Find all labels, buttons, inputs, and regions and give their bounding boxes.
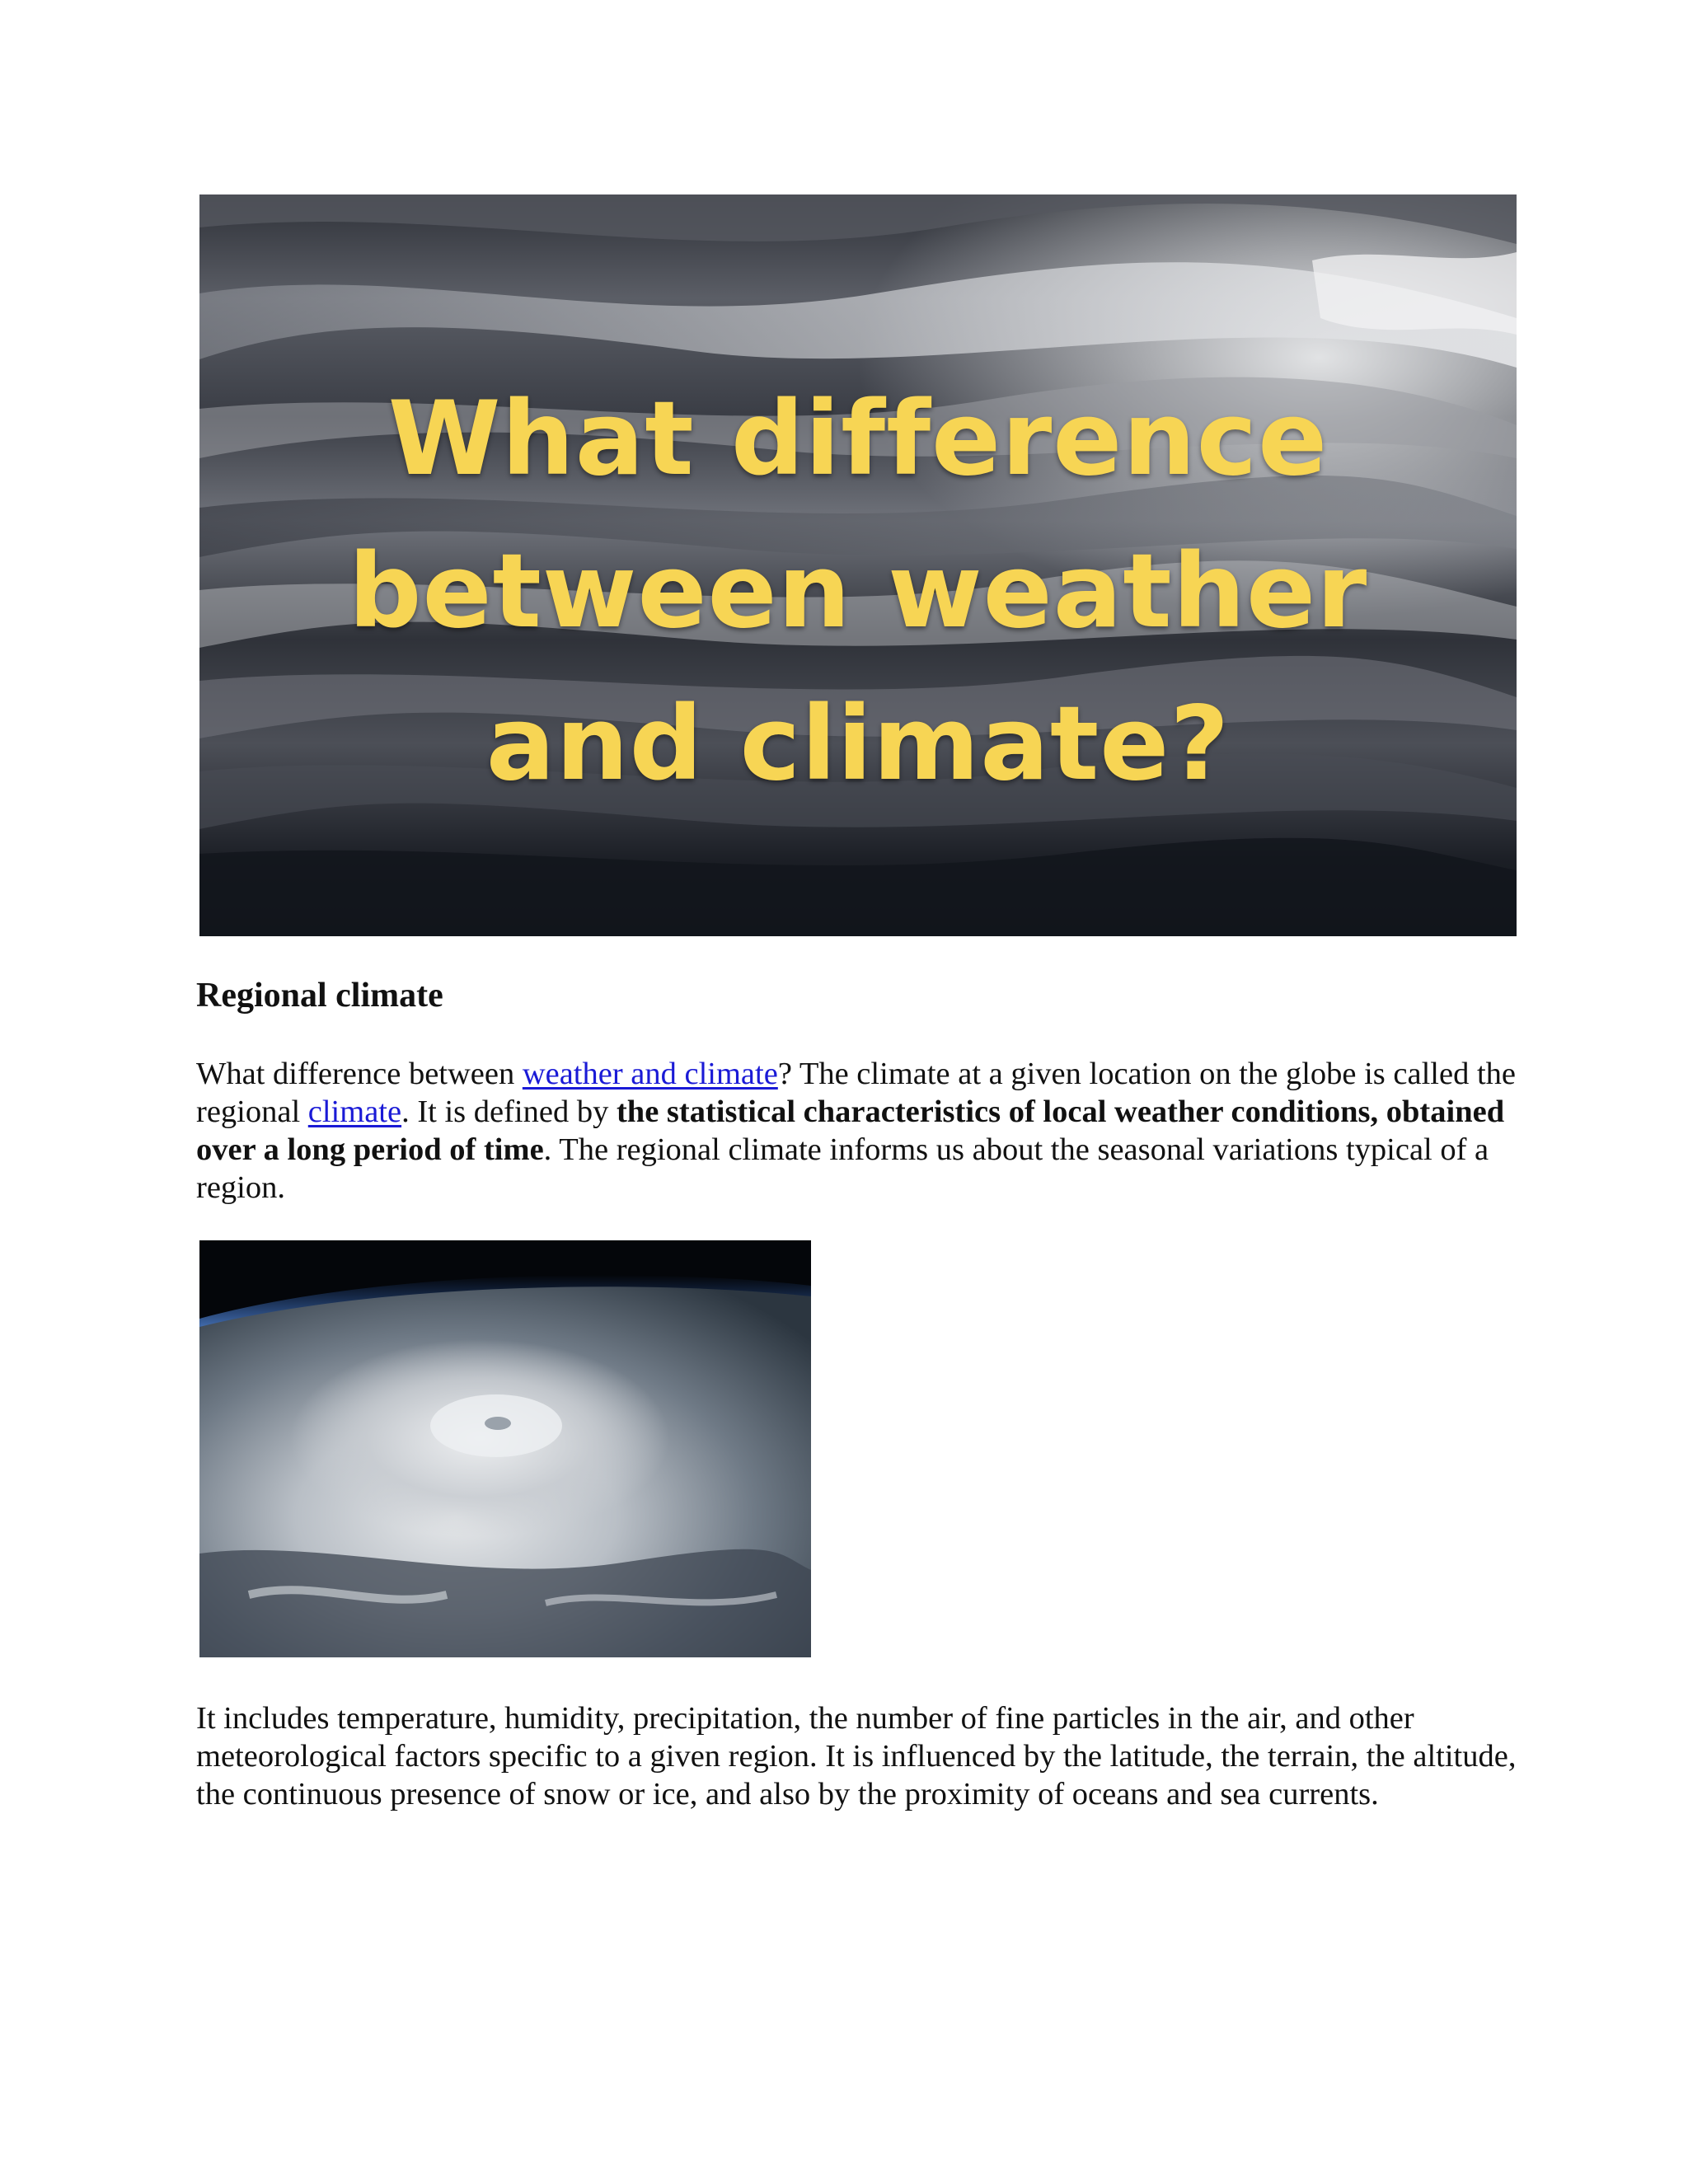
paragraph-text: What difference between	[196, 1057, 523, 1091]
paragraph-text: . The regional climate informs us about the seasonal variations typical of a region.	[196, 1132, 1489, 1205]
hero-banner-image	[199, 194, 1517, 936]
paragraph-regional-climate	[196, 1055, 1523, 1207]
hero-title-line-2: between weather	[348, 532, 1368, 651]
paragraph-text: ? The climate at a given location on the globe is called the regional	[196, 1057, 1516, 1129]
paragraph-climate-factors: It includes temperature, humidity, precipitation, the number of fine particles in the air, and other meteorological factors specific to a given region. It is influenced by the latitude, the terrain, the altitude, the continuous presence of snow or ice, and also by the proximity of oceans and sea currents.	[196, 1701, 1517, 1811]
hero-title-line-3: and climate?	[485, 685, 1231, 804]
section-heading: Regional climate	[196, 977, 443, 1015]
paragraph-text: . It is defined by	[401, 1094, 617, 1129]
hero-title	[199, 363, 1517, 821]
weather-and-climate-link[interactable]: weather and climate	[522, 1057, 778, 1091]
earth-hurricane-image	[199, 1240, 811, 1657]
hero-title-line-1: What difference	[387, 380, 1329, 499]
bold-definition-text: the statistical characteristics of local weather conditions, obtained over a long period of time	[196, 1094, 1505, 1167]
earth-from-space-illustration	[199, 1240, 811, 1657]
climate-link[interactable]: climate	[307, 1094, 402, 1129]
